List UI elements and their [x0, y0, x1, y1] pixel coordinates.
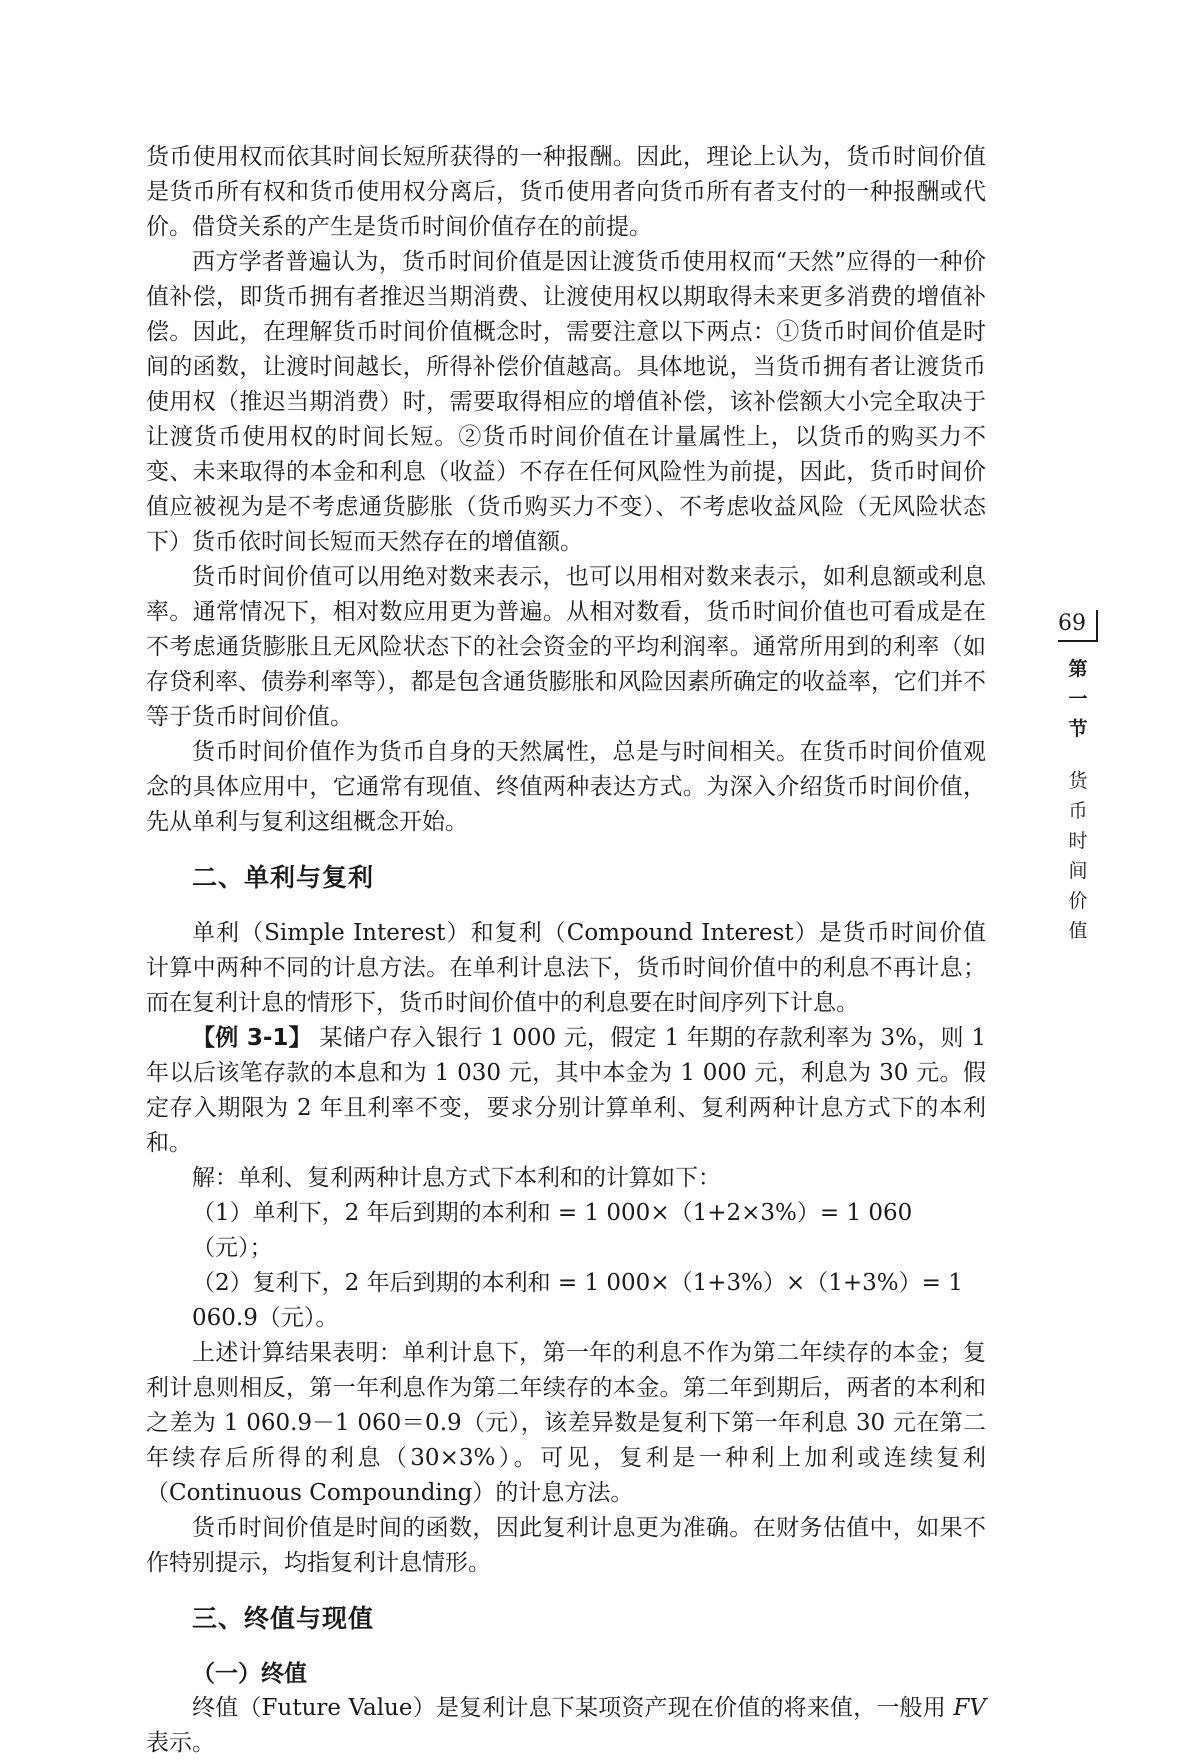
fv-def-suffix: 表示。 — [146, 1730, 215, 1756]
formula-simple: （1）单利下，2 年后到期的本利和 = 1 000×（1+2×3%）= 1 060（元）； — [192, 1200, 913, 1261]
heading-future-value: （一）终值 — [192, 1661, 307, 1687]
paragraph-conclusion: 货币时间价值是时间的函数，因此复利计息更为准确。在财务估值中，如果不作特别提示，均指复利计息情形。 — [146, 1515, 986, 1576]
heading-simple-compound: 二、单利与复利 — [192, 863, 375, 892]
side-section-char: 一 — [1068, 688, 1088, 710]
paragraph-continuation: 货币使用权而依其时间长短所获得的一种报酬。因此，理论上认为，货币时间价值是货币所有权和货币使用权分离后，货币使用者向货币所有者支付的一种报酬或代价。借贷关系的产生是货币时间价值存在的前提。 — [146, 144, 986, 240]
side-title-char: 货 — [1068, 770, 1088, 792]
example-label: 【例 3-1】 — [192, 1025, 312, 1051]
page-content — [146, 140, 986, 1761]
side-title-char: 间 — [1068, 860, 1088, 882]
heading-future-present: 三、终值与现值 — [192, 1604, 375, 1633]
paragraph-result: 上述计算结果表明：单利计息下，第一年的利息不作为第二年续存的本金；复利计息则相反，第一年利息作为第二年续存的本金。第二年到期后，两者的本利和之差为 1 060.9－1 060＝0.9（元），该差异数是复利下第一年利息 30 元在第二年续存后所得的利息（30×3%）。可见，复利是一种利上加利或连续复利（Continuous Compounding）的计息方法。 — [146, 1340, 986, 1506]
side-title-char: 值 — [1068, 920, 1088, 942]
side-title-char: 时 — [1068, 830, 1088, 852]
side-title-label — [1048, 766, 1108, 946]
page-number: 69 — [1058, 610, 1098, 642]
solution-intro: 解：单利、复利两种计息方式下本利和的计算如下： — [192, 1165, 721, 1191]
paragraph-example — [146, 1021, 986, 1161]
fv-def-prefix: 终值（Future Value）是复利计息下某项资产现在价值的将来值，一般用 — [192, 1695, 954, 1721]
fv-symbol: FV — [953, 1695, 986, 1721]
paragraph-western-view: 西方学者普遍认为，货币时间价值是因让渡货币使用权而“天然”应得的一种价值补偿，即货币拥有者推迟当期消费、让渡使用权以期取得未来更多消费的增值补偿。因此，在理解货币时间价值概念时，需要注意以下两点：①货币时间价值是时间的函数，让渡时间越长，所得补偿价值越高。具体地说，当货币拥有者让渡货币使用权（推迟当期消费）时，需要取得相应的增值补偿，该补偿额大小完全取决于让渡货币使用权的时间长短。②货币时间价值在计量属性上，以货币的购买力不变、未来取得的本金和利息（收益）不存在任何风险性为前提，因此，货币时间价值应被视为是不考虑通货膨胀（货币购买力不变）、不考虑收益风险（无风险状态下）货币依时间长短而天然存在的增值额。 — [146, 249, 986, 555]
side-title-char: 币 — [1068, 800, 1088, 822]
paragraph-representation: 货币时间价值可以用绝对数来表示，也可以用相对数来表示，如利息额或利息率。通常情况下，相对数应用更为普遍。从相对数看，货币时间价值也可看成是在不考虑通货膨胀且无风险状态下的社会资金的平均利润率。通常所用到的利率（如存贷利率、债券利率等），都是包含通货膨胀和风险因素所确定的收益率，它们并不等于货币时间价值。 — [146, 564, 986, 730]
paragraph-future-value-def — [146, 1691, 986, 1761]
side-section-char: 节 — [1068, 718, 1088, 740]
formula-compound: （2）复利下，2 年后到期的本利和 = 1 000×（1+3%）×（1+3%）= 1 060.9（元）。 — [192, 1270, 963, 1331]
side-section-label — [1048, 654, 1108, 744]
side-title-char: 价 — [1068, 890, 1088, 912]
paragraph-simple-compound-def: 单利（Simple Interest）和复利（Compound Interest）是货币时间价值计算中两种不同的计息方法。在单利计息法下，货币时间价值中的利息不再计息；而在复利计息的情形下，货币时间价值中的利息要在时间序列下计息。 — [146, 920, 986, 1016]
paragraph-attribute: 货币时间价值作为货币自身的天然属性，总是与时间相关。在货币时间价值观念的具体应用中，它通常有现值、终值两种表达方式。为深入介绍货币时间价值，先从单利与复利这组概念开始。 — [146, 739, 986, 835]
side-section-char: 第 — [1068, 658, 1088, 680]
example-text: 某储户存入银行 1 000 元，假定 1 年期的存款利率为 3%，则 1 年以后该笔存款的本息和为 1 030 元，其中本金为 1 000 元，利息为 30 元。假定存入期限为 2 年且利率不变，要求分别计算单利、复利两种计息方式下的本利和。 — [146, 1025, 987, 1156]
side-marker — [1048, 610, 1108, 946]
